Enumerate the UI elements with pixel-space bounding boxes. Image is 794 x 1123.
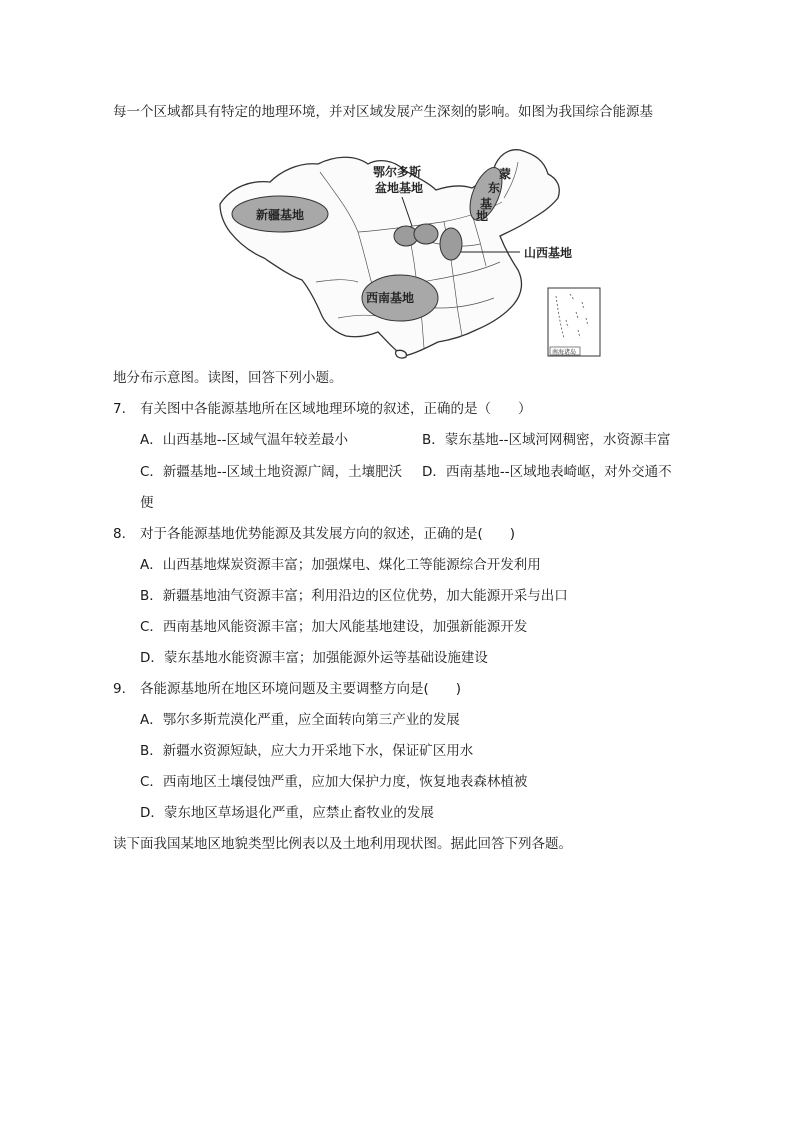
question-8-stem: 对于各能源基地优势能源及其发展方向的叙述，正确的是( ) xyxy=(140,526,516,542)
xinjiang-base-label: 新疆基地 xyxy=(256,208,305,222)
intro-text-line2: 地分布示意图。读图，回答下列小题。 xyxy=(113,370,343,386)
outro-text: 读下面我国某地区地貌类型比例表以及土地利用现状图。据此回答下列各题。 xyxy=(113,836,572,852)
question-9-number: 9. xyxy=(113,681,126,697)
shanxi-base-label: 山西基地 xyxy=(524,246,573,260)
inset-label: 南海诸岛 xyxy=(552,349,577,356)
question-9-option-d: D．蒙东地区草场退化严重，应禁止畜牧业的发展 xyxy=(140,805,434,821)
question-7-stem: 有关图中各能源基地所在区域地理环境的叙述，正确的是（ ） xyxy=(140,401,532,417)
mengdong-char-2: 东 xyxy=(488,181,501,195)
xinan-base-label: 西南基地 xyxy=(366,291,415,305)
mengdong-char-4: 地 xyxy=(476,209,489,223)
question-9-option-c: C．西南地区土壤侵蚀严重，应加大保护力度，恢复地表森林植被 xyxy=(140,774,528,790)
question-7-option-b: B．蒙东基地--区域河网稠密，水资源丰富 xyxy=(422,432,671,448)
ordos-base-region-east xyxy=(414,224,438,244)
ordos-base-label-line2: 盆地基地 xyxy=(375,181,424,195)
question-7-option-d: D．西南基地--区域地表崎岖，对外交通不 xyxy=(422,464,672,480)
question-7-option-d-wrap: 便 xyxy=(140,495,154,511)
question-9-option-a: A．鄂尔多斯荒漠化严重，应全面转向第三产业的发展 xyxy=(140,712,460,728)
mengdong-char-1: 蒙 xyxy=(499,167,512,181)
ordos-base-label-line1: 鄂尔多斯 xyxy=(373,165,422,179)
south-china-sea-inset xyxy=(548,288,600,356)
question-7-option-a: A．山西基地--区域气温年较差最小 xyxy=(140,432,348,448)
question-8-option-b: B．新疆基地油气资源丰富；利用沿边的区位优势，加大能源开采与出口 xyxy=(140,588,568,604)
energy-base-map xyxy=(218,142,628,360)
question-7-option-c: C．新疆基地--区域土地资源广阔，土壤肥沃 xyxy=(140,464,403,480)
question-8-option-d: D．蒙东基地水能资源丰富；加强能源外运等基础设施建设 xyxy=(140,650,488,666)
question-9-stem: 各能源基地所在地区环境问题及主要调整方向是( ) xyxy=(140,681,462,697)
question-8-number: 8. xyxy=(113,526,126,542)
shanxi-base-region xyxy=(440,228,462,260)
mengdong-char-3: 基 xyxy=(480,197,493,211)
question-7-number: 7. xyxy=(113,401,126,417)
question-9-option-b: B．新疆水资源短缺，应大力开采地下水，保证矿区用水 xyxy=(140,743,474,759)
question-8-option-c: C．西南基地风能资源丰富；加大风能基地建设，加强新能源开发 xyxy=(140,619,528,635)
intro-text-line1: 每一个区域都具有特定的地理环境，并对区域发展产生深刻的影响。如图为我国综合能源基 xyxy=(113,104,653,120)
question-8-option-a: A．山西基地煤炭资源丰富；加强煤电、煤化工等能源综合开发利用 xyxy=(140,557,541,573)
